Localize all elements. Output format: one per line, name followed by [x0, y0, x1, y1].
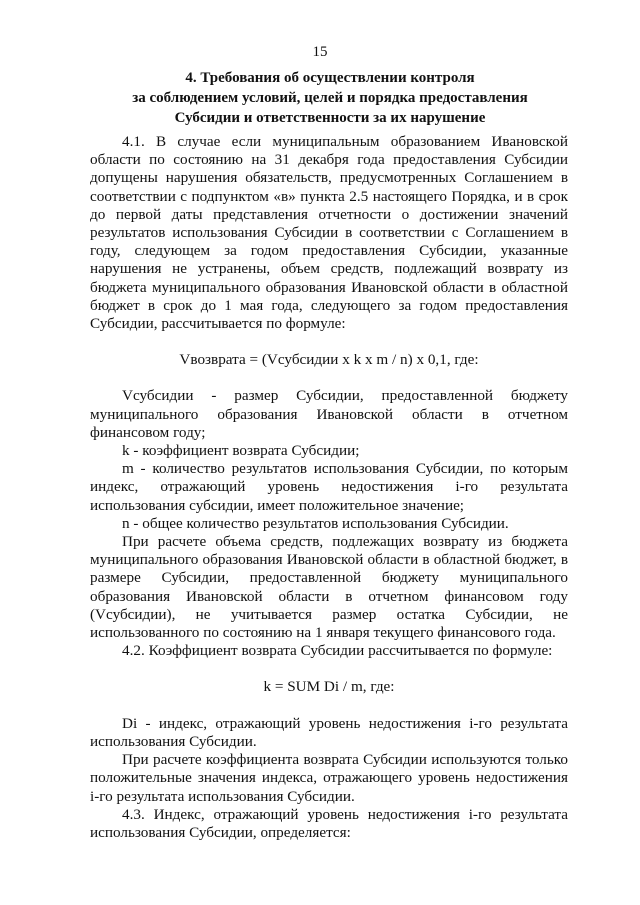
formula-return-volume: Vвозврата = (Vсубсидии x k x m / n) x 0,1, где: — [179, 351, 479, 369]
section-heading — [80, 68, 580, 128]
page-number: 15 — [312, 44, 328, 60]
definition-m: m - количество результатов использования Субсидии, по которым индекс, отражающий уровень недостижения i-го результата использования субсидии, имеет положительное значение; — [90, 460, 568, 514]
formula-return-coefficient: k = SUM Di / m, где: — [263, 678, 395, 696]
definition-vsubsidy: Vсубсидии - размер Субсидии, предоставленной бюджету муниципального образования Ивановской области в отчетном финансовом году; — [90, 387, 568, 441]
paragraph-4-2: 4.2. Коэффициент возврата Субсидии рассчитывается по формуле: — [122, 642, 553, 660]
heading-line-3: Субсидии и ответственности за их нарушение — [174, 110, 486, 126]
paragraph-4-1: 4.1. В случае если муниципальным образованием Ивановской области по состоянию на 31 декабря года предоставления Субсидии допущены нарушения обязательств, предусмотренных Соглашением в соответствии с подпунктом «в» пункта 2.5 настоящего Порядка, и в срок до первой даты представления отчетности о достижении значений результатов использования Субсидии в соответствии с Соглашением в году, следующем за годом предоставления Субсидии, указанные нарушения не устранены, объем средств, подлежащий возврату из бюджета муниципального образования Ивановской области в областной бюджет в срок до 1 мая года, следующего за годом предоставления Субсидии, рассчитывается по формуле: — [90, 133, 568, 333]
document-body — [90, 133, 568, 842]
paragraph-coefficient-note: При расчете коэффициента возврата Субсидии используются только положительные значения индекса, отражающего уровень недостижения i-го результата использования Субсидии. — [90, 751, 568, 805]
definition-n: n - общее количество результатов использования Субсидии. — [122, 514, 509, 532]
heading-line-2: за соблюдением условий, целей и порядка предоставления — [132, 90, 528, 106]
definition-di: Di - индекс, отражающий уровень недостижения i-го результата использования Субсидии. — [90, 714, 568, 750]
heading-line-1: 4. Требования об осуществлении контроля — [185, 70, 475, 86]
definition-k: k - коэффициент возврата Субсидии; — [122, 442, 360, 460]
paragraph-4-3: 4.3. Индекс, отражающий уровень недостижения i-го результата использования Субсидии, определяется: — [90, 805, 568, 841]
paragraph-calculation-note: При расчете объема средств, подлежащих возврату из бюджета муниципального образования Ивановской области в областной бюджет, в размере Субсидии, предоставленной бюджету муниципального образования Ивановской области в отчетном финансовом году (Vсубсидии), не учитывается размер остатка Субсидии, не использованного по состоянию на 1 января текущего финансового года. — [90, 533, 568, 642]
